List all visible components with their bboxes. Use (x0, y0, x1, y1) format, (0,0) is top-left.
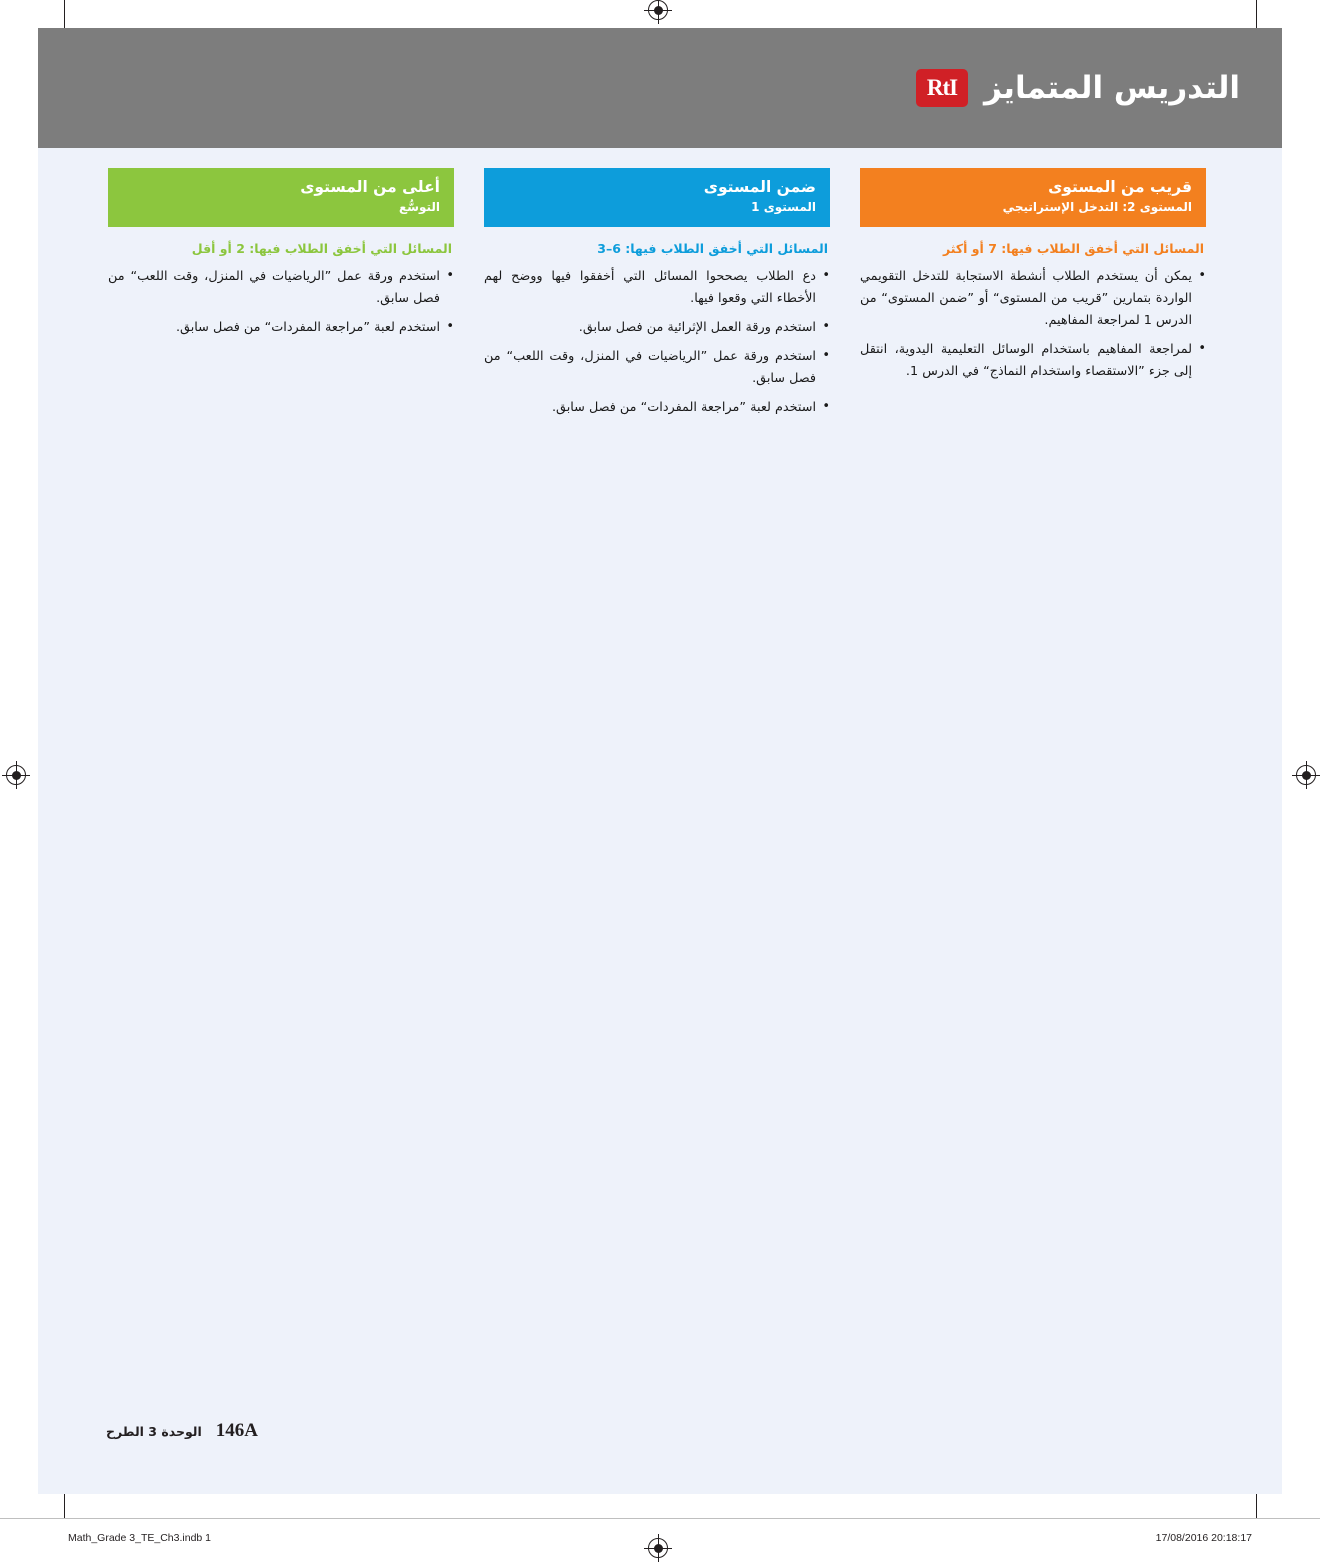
list-item: • استخدم لعبة ”مراجعة المفردات“ من فصل سابق. (484, 397, 830, 419)
registration-mark-left (6, 765, 26, 785)
registration-mark-right (1296, 765, 1316, 785)
page-header-band (38, 28, 1282, 148)
page-header-content (916, 28, 1240, 148)
column-title: ضمن المستوى (703, 178, 816, 196)
unit-label: الوحدة 3 الطرح (106, 1424, 202, 1439)
print-slug-bar (0, 1518, 1320, 1560)
column-subtitle: المستوى 2: التدخل الإستراتيجي (1002, 200, 1192, 215)
column-criteria: المسائل التي أخفق الطلاب فيها: 2 أو أقل (191, 241, 452, 256)
column-subtitle: المستوى 1 (751, 200, 816, 215)
column-criteria: المسائل التي أخفق الطلاب فيها: 7 أو أكثر (942, 241, 1204, 256)
page-footer (106, 1420, 258, 1442)
differentiated-instruction-columns (106, 168, 1206, 426)
column-bullet-list (484, 266, 830, 419)
page-sheet (38, 28, 1282, 1494)
page-number: 146A (215, 1420, 259, 1441)
print-slug-timestamp: 17/08/2016 20:18:17 (1155, 1532, 1252, 1544)
crop-mark-top-left (64, 0, 65, 30)
crop-mark-top-right (1256, 0, 1257, 30)
list-item: • يمكن أن يستخدم الطلاب أنشطة الاستجابة للتدخل التقويمي الواردة بتمارين ”قريب من المستوى“ أو ”ضمن المستوى“ من الدرس 1 لمراجعة المفاهيم. (860, 266, 1206, 332)
list-item: • لمراجعة المفاهيم باستخدام الوسائل التعليمية اليدوية، انتقل إلى جزء ”الاستقصاء واستخدام النماذج“ في الدرس 1. (860, 339, 1206, 383)
column-subtitle: التوسُّع (398, 200, 440, 215)
registration-mark-top (648, 0, 668, 20)
list-item: • استخدم لعبة ”مراجعة المفردات“ من فصل سابق. (108, 317, 454, 339)
list-item: • دع الطلاب يصححوا المسائل التي أخفقوا فيها ووضح لهم الأخطاء التي وقعوا فيها. (484, 266, 830, 310)
column-below-level (860, 168, 1206, 426)
column-above-level (108, 168, 454, 426)
list-item: • استخدم ورقة عمل ”الرياضيات في المنزل، وقت اللعب“ من فصل سابق. (108, 266, 454, 310)
column-bullet-list (860, 266, 1206, 383)
rti-badge: RtI (916, 69, 968, 107)
column-bullet-list (108, 266, 454, 339)
column-header-on-level (484, 168, 830, 227)
column-criteria: المسائل التي أخفق الطلاب فيها: 6–3 (597, 241, 828, 256)
list-item: • استخدم ورقة العمل الإثرائية من فصل سابق. (484, 317, 830, 339)
column-title: قريب من المستوى (1048, 178, 1192, 196)
column-title: أعلى من المستوى (300, 178, 440, 196)
print-slug-filename: Math_Grade 3_TE_Ch3.indb 1 (68, 1532, 212, 1544)
list-item: • استخدم ورقة عمل ”الرياضيات في المنزل، وقت اللعب“ من فصل سابق. (484, 346, 830, 390)
column-header-above-level (108, 168, 454, 227)
page-title: التدريس المتمايز (984, 70, 1240, 106)
column-header-below-level (860, 168, 1206, 227)
column-on-level (484, 168, 830, 426)
